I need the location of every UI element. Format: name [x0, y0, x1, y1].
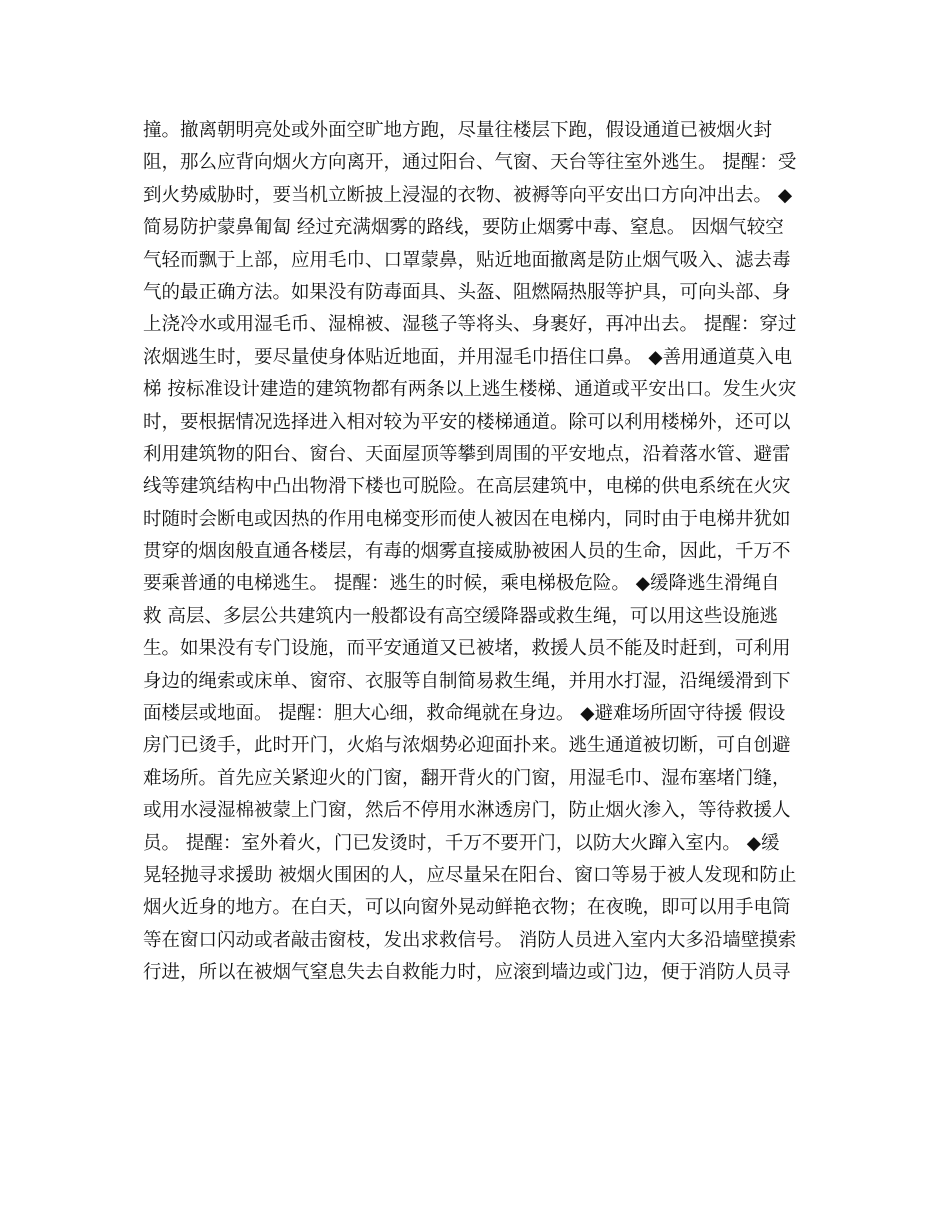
text-line: 简易防护蒙鼻匍匐 经过充满烟雾的路线，要防止烟雾中毒、窒息。 因烟气较空 [143, 217, 784, 239]
text-line: 线等建筑结构中凸出物滑下楼也可脱险。在高层建筑中，电梯的供电系统在火灾 [143, 476, 791, 498]
text-line: 生。如果没有专门设施，而平安通道又已被堵，救援人员不能及时赶到，可利用 [143, 638, 791, 660]
text-line: 要乘普通的电梯逃生。 提醒：逃生的时候，乘电梯极危险。 ◆缓降逃生滑绳自 [143, 573, 780, 595]
text-line: 时随时会断电或因热的作用电梯变形而使人被因在电梯内，同时由于电梯井犹如 [143, 508, 791, 530]
text-line: 梯 按标准设计建造的建筑物都有两条以上逃生楼梯、通道或平安出口。发生火灾 [143, 379, 797, 401]
text-line: 行进，所以在被烟气窒息失去自救能力时，应滚到墙边或门边，便于消防人员寻 [143, 962, 791, 984]
text-line: 救 高层、多层公共建筑内一般都设有高空缓降器或救生绳，可以用这些设施逃 [143, 605, 778, 627]
text-line: 或用水浸湿棉被蒙上门窗，然后不停用水淋透房门，防止烟火渗入，等待救援人 [143, 800, 791, 822]
text-line: 利用建筑物的阳台、窗台、天面屋顶等攀到周围的平安地点，沿着落水管、避雷 [143, 443, 791, 465]
text-line: 时，要根据情况选择进入相对较为平安的楼梯通道。除可以利用楼梯外，还可以 [143, 411, 791, 433]
body-text [143, 115, 818, 990]
text-line: 晃轻抛寻求援助 被烟火围困的人，应尽量呆在阳台、窗口等易于被人发现和防止 [143, 864, 797, 886]
text-line: 气的最正确方法。如果没有防毒面具、头盔、阻燃隔热服等护具，可向头部、身 [143, 281, 791, 303]
text-line: 难场所。首先应关紧迎火的门窗，翻开背火的门窗，用湿毛巾、湿布塞堵门缝， [143, 767, 791, 789]
text-line: 阻，那么应背向烟火方向离开，通过阳台、气窗、天台等往室外逃生。 提醒：受 [143, 152, 797, 174]
text-line: 上浇冷水或用湿毛币、湿棉被、湿毯子等将头、身裹好，再冲出去。 提醒：穿过 [143, 314, 797, 336]
text-line: 面楼层或地面。 提醒：胆大心细，救命绳就在身边。 ◆避难场所固守待援 假设 [143, 703, 786, 725]
text-line: 员。 提醒：室外着火，门已发烫时，千万不要开门，以防大火蹿入室内。 ◆缓 [143, 832, 780, 854]
text-line: 贯穿的烟囱般直通各楼层，有毒的烟雾直接威胁被困人员的生命，因此，千万不 [143, 541, 791, 563]
text-line: 烟火近身的地方。在白天，可以向窗外晃动鲜艳衣物；在夜晚，即可以用手电筒 [143, 897, 791, 919]
text-line: 气轻而飘于上部，应用毛巾、口罩蒙鼻，贴近地面撤离是防止烟气吸入、滤去毒 [143, 249, 791, 271]
text-line: 浓烟逃生时，要尽量使身体贴近地面，并用湿毛巾捂住口鼻。 ◆善用通道莫入电 [143, 346, 793, 368]
text-line: 等在窗口闪动或者敲击窗枝，发出求救信号。 消防人员进入室内大多沿墙壁摸索 [143, 929, 797, 951]
text-line: 身边的绳索或床单、窗帘、衣服等自制简易救生绳，并用水打湿，沿绳缓滑到下 [143, 670, 791, 692]
text-line: 房门已烫手，此时开门，火焰与浓烟势必迎面扑来。逃生通道被切断，可自创避 [143, 735, 791, 757]
text-line: 撞。撤离朝明亮处或外面空旷地方跑，尽量往楼层下跑，假设通道已被烟火封 [143, 120, 773, 141]
text-line: 到火势威胁时，要当机立断披上浸湿的衣物、被褥等向平安出口方向冲出去。 ◆ [143, 184, 793, 206]
